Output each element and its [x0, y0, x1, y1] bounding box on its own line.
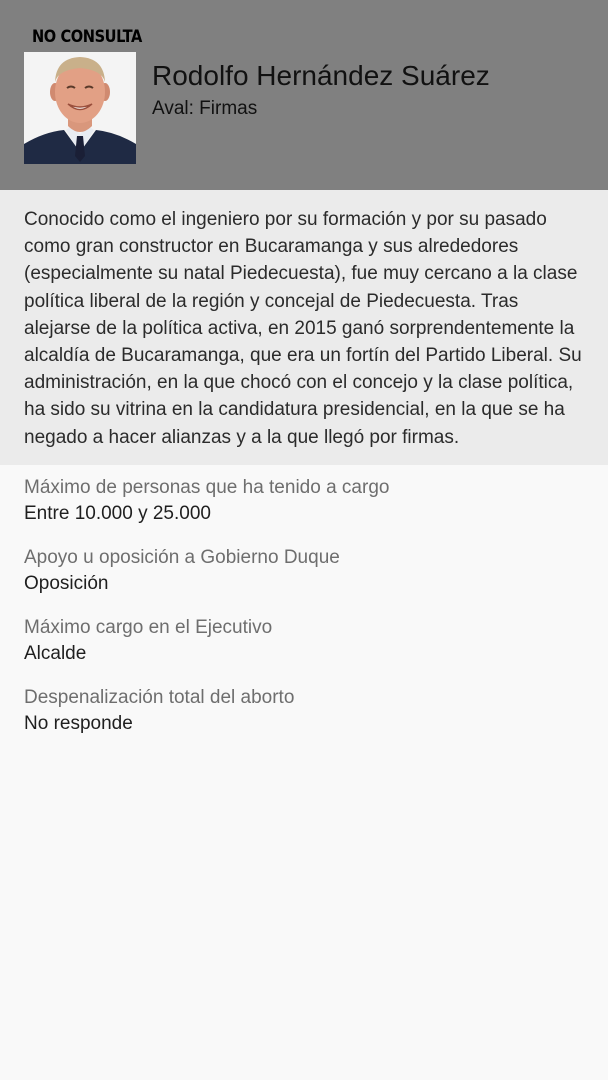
- fact-value: Oposición: [24, 572, 109, 594]
- fact-label: Máximo de personas que ha tenido a cargo: [24, 476, 390, 498]
- fact-item: [24, 475, 584, 527]
- fact-label: Máximo cargo en el Ejecutivo: [24, 616, 273, 638]
- fact-item: [24, 615, 584, 667]
- consulta-badge: NO CONSULTA: [32, 27, 142, 47]
- fact-label: Apoyo u oposición a Gobierno Duque: [24, 546, 340, 568]
- fact-value: Alcalde: [24, 642, 87, 664]
- candidate-name: Rodolfo Hernández Suárez: [152, 60, 490, 91]
- bio-section: [0, 190, 608, 465]
- candidate-header: [0, 0, 608, 190]
- bio-text: Conocido como el ingeniero por su formación y por su pasado como gran constructor en Bucaramanga y sus alrededores (especialmente su natal Piedecuesta), fue muy cercano a la clase política liberal de la región y concejal de Piedecuesta. Tras alejarse de la política activa, en 2015 ganó sorprendentemente la alcaldía de Bucaramanga, que era un fortín del Partido Liberal. Su administración, en la que chocó con el concejo y la clase política, ha sido su vitrina en la candidatura presidencial, en la que se ha negado a hacer alianzas y a la que llegó por firmas.: [24, 209, 582, 448]
- portrait-image: [24, 52, 136, 164]
- fact-label: Despenalización total del aborto: [24, 686, 295, 708]
- facts-list: [0, 465, 608, 737]
- fact-value: No responde: [24, 712, 133, 734]
- fact-item: [24, 545, 584, 597]
- fact-value: Entre 10.000 y 25.000: [24, 502, 211, 524]
- fact-item: [24, 685, 584, 737]
- candidate-photo: [24, 52, 136, 164]
- candidate-aval: Aval: Firmas: [152, 98, 258, 119]
